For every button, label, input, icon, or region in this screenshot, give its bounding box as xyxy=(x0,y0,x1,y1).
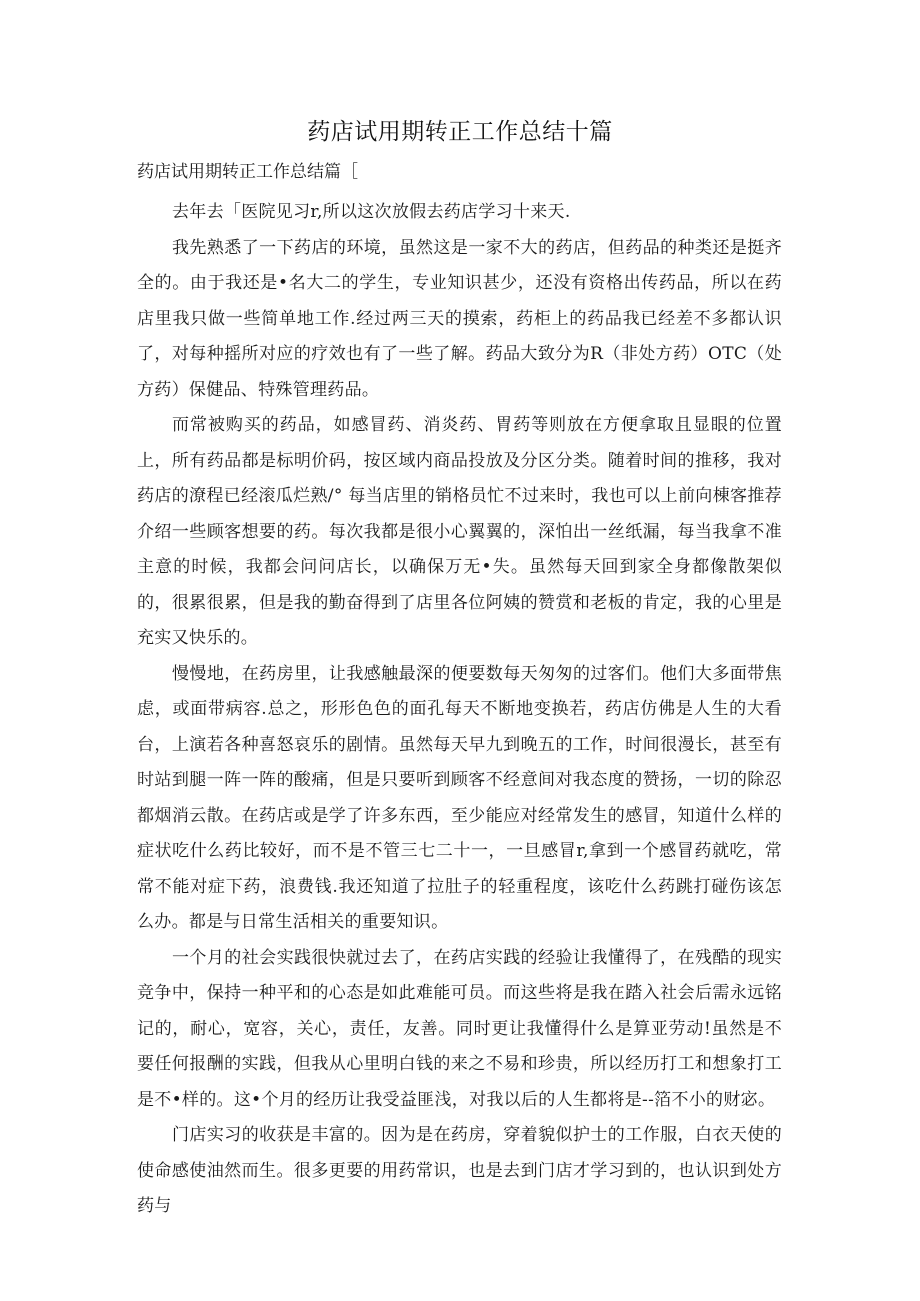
paragraph: 慢慢地，在药房里，让我感触最深的便要数每天匆匆的过客们。他们大多面带焦虑，或面带病容.总之，形形色色的面孔每天不断地变换若，药店仿佛是人生的大看台，上演若各种喜怒哀乐的剧情。虽然每天早九到晚五的工作，时间很漫长，甚至有时站到腿一阵一阵的酸痛，但是只要听到顾客不经意间对我态度的赞扬，一切的除忍都烟消云散。在药店或是学了许多东西，至少能应对经常发生的感冒，知道什么样的症状吃什么药比较好，而不是不管三七二十一，一旦感冒r,拿到一个感冒药就吃，常常不能对症下药，浪费钱.我还知道了拉肚子的轻重程度，该吃什么药跳打碰伤该怎么办。都是与日常生活相关的重要知识。 xyxy=(137,663,782,932)
document-title: 药店试用期转正工作总结十篇 xyxy=(307,119,613,145)
paragraph: 一个月的社会实践很快就过去了，在药店实践的经验让我懂得了，在残酷的现实竞争中，保持一种平和的心态是如此难能可员。而这些将是我在踏入社会后需永远铭记的，耐心，宽容，关心，责任，友善。同时更让我懂得什么是算亚劳动!虽然是不要任何报酬的实践，但我从心里明白钱的来之不易和珍贵，所以经历打工和想象打工是不•样的。这•个月的经历让我受益匪浅，对我以后的人生都将是--箔不小的财宓。 xyxy=(137,947,782,1110)
paragraph: 去年去「医院见习r,所以这次放假去药店学习十来天. xyxy=(172,202,571,222)
paragraph: 门店实习的收获是丰富的。因为是在药房，穿着貌似护士的工作服，白衣天使的使命感使油然而生。很多更要的用药常识，也是去到门店才学习到的，也认识到处方药与 xyxy=(137,1125,782,1216)
paragraph: 我先熟悉了一下药店的环境，虽然这是一家不大的药店，但药品的种类还是挺齐全的。由于我还是•名大二的学生，专业知识甚少，还没有资格出传药品，所以在药店里我只做一些简单地工作.经过两三天的摸索，药柜上的药品我已经差不多都认识了，对每种摇所对应的疗效也有了一些了解。药品大致分为R（非处方药）OTC（处方药）保健品、特殊管理药品。 xyxy=(137,237,782,400)
document-body xyxy=(137,195,782,1225)
section-heading: 药店试用期转正工作总结篇［ xyxy=(137,162,358,182)
paragraph: 而常被购买的药品，如感冒药、消炎药、胃药等则放在方便拿取且显眼的位置上，所有药品都是标明价码，按区域内商品投放及分区分类。随着时间的推移，我对药店的潦程已经滚瓜烂熟/° 每当店里的销格员忙不过来时，我也可以上前向棟客推荐介绍一些顾客想要的药。每次我都是很小心翼翼的，深怕出一丝纸漏，每当我拿不准主意的时候，我都会问问店长，以确保万无•失。虽然每天回到家全身都像散架似的，很累很累，但是我的勤奋得到了店里各位阿姨的赞赏和老板的肯定，我的心里是充实又快乐的。 xyxy=(137,415,782,648)
